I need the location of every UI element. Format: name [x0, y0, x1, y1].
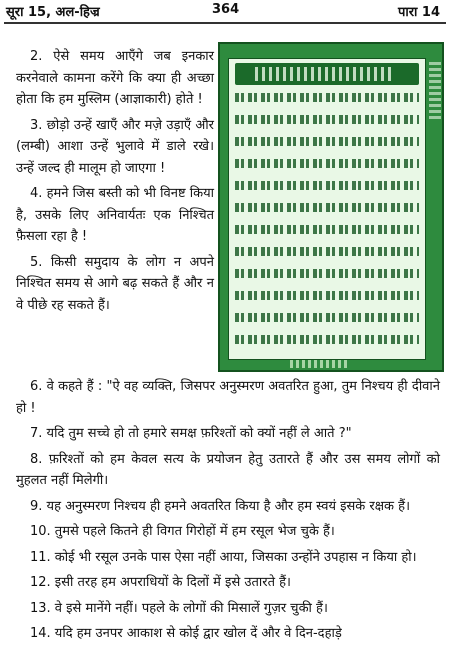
arabic-line — [235, 269, 419, 278]
arabic-line — [235, 115, 419, 124]
header-divider — [4, 22, 446, 24]
arabic-line — [235, 313, 419, 322]
arabic-line — [235, 203, 419, 212]
arabic-text-panel — [218, 42, 444, 372]
arabic-line — [235, 335, 419, 344]
page-number: 364 — [212, 2, 240, 17]
arabic-line — [235, 181, 419, 190]
verse-2: 2. ऐसे समय आएँगे जब इनकार करनेवाले कामना करेंगे कि क्या ही अच्छा होता कि हम मुस्लिम (आज्ञाकारी) होते ! — [16, 49, 214, 107]
verse-11: 11. कोई भी रसूल उनके पास ऐसा नहीं आया, जिसका उन्होंने उपहास न किया हो। — [30, 549, 417, 565]
verse-8: 8. फ़रिश्तों को हम केवल सत्य के प्रयोजन हेतु उतारते हैं और उस समय लोगों को मुहलत नहीं मिलेगी। — [16, 451, 440, 488]
verse-6: 6. वे कहते हैं : "ऐ वह व्यक्ति, जिसपर अनुस्मरण अवतरित हुआ, तुम निश्चय ही दीवाने हो ! — [16, 379, 440, 416]
panel-margin-note — [429, 62, 441, 122]
page-header — [0, 0, 450, 20]
verse-4: 4. हमने जिस बस्ती को भी विनष्ट किया है, उसके लिए अनिवार्यतः एक निश्चित फ़ैसला रहा है ! — [16, 186, 214, 244]
bismillah-banner — [235, 63, 419, 85]
arabic-line — [235, 137, 419, 146]
verse-12: 12. इसी तरह हम अपराधियों के दिलों में इसे उतारते हैं। — [30, 575, 291, 590]
panel-top-ornament — [220, 44, 442, 58]
verse-7: 7. यदि तुम सच्चे हो तो हमारे समक्ष फ़रिश्तों को क्यों नहीं ले आते ?" — [30, 426, 352, 441]
verse-10: 10. तुमसे पहले कितने ही विगत गिरोहों में हम रसूल भेज चुके हैं। — [30, 524, 335, 539]
verse-9: 9. यह अनुस्मरण निश्चय ही हमने अवतरित किया है और हम स्वयं इसके रक्षक हैं। — [30, 498, 411, 514]
arabic-line — [235, 247, 419, 256]
verse-5: 5. किसी समुदाय के लोग न अपने निश्चित समय से आगे बढ़ सकते हैं और न वे पीछे रह सकते हैं। — [16, 254, 214, 313]
arabic-line — [235, 225, 419, 234]
para-label: पारा 14 — [397, 5, 440, 20]
verse-14: 14. यदि हम उनपर आकाश से कोई द्वार खोल दें और वे दिन-दहाड़े — [30, 626, 342, 641]
verse-3: 3. छोड़ो उन्हें खाएँ और मज़े उड़ाएँ और (लम्बी) आशा उन्हें भुलावे में डाले रखे। उन्हें जल्द ही मालूम हो जाएगा ! — [16, 117, 214, 176]
left-verses-column — [16, 46, 214, 320]
arabic-line — [235, 93, 419, 102]
arabic-line — [235, 291, 419, 300]
surah-title: सूरा 15, अल-हिज्र — [6, 5, 100, 20]
panel-bottom-ornament — [290, 360, 350, 368]
verse-13: 13. वे इसे मानेंगे नहीं। पहले के लोगों की मिसालें गुज़र चुकी हैं। — [30, 600, 328, 616]
arabic-text-block — [228, 58, 426, 360]
full-verses-column — [16, 376, 440, 649]
arabic-line — [235, 159, 419, 168]
